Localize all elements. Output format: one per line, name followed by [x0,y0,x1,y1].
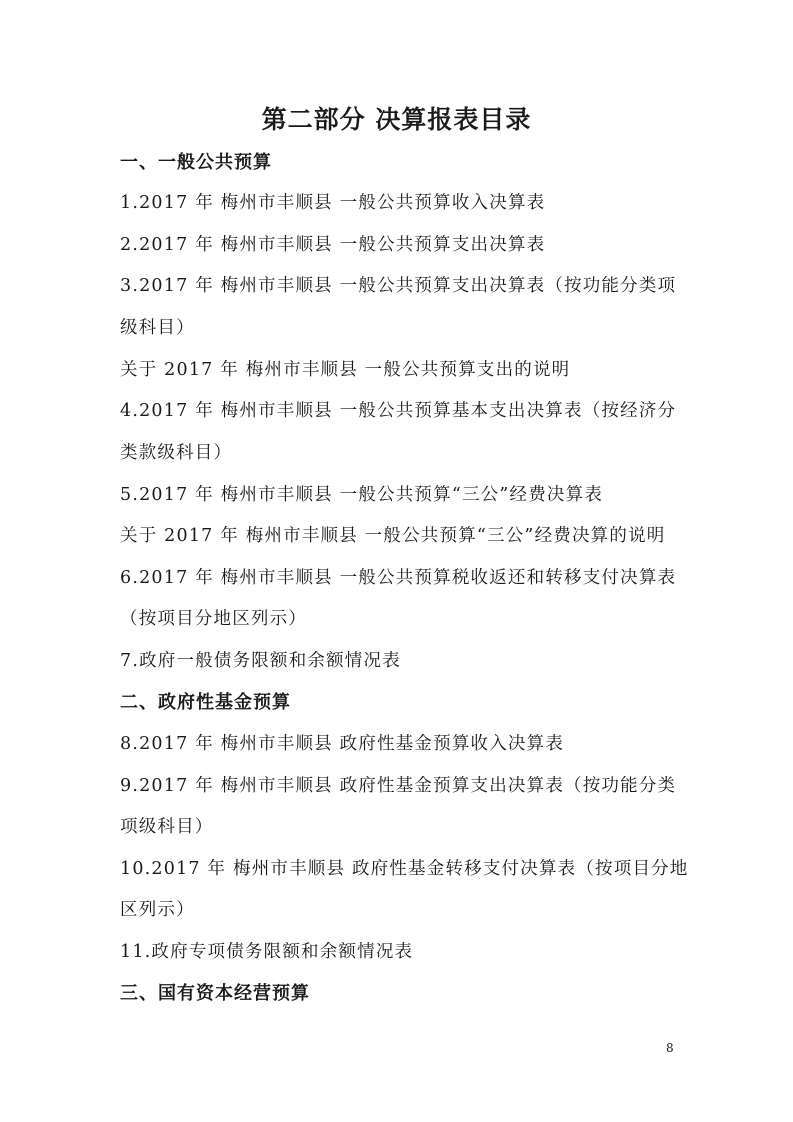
toc-line: 2.2017 年 梅州市丰顺县 一般公共预算支出决算表 [120,235,546,255]
section-heading-general-budget: 一、一般公共预算 [120,152,272,173]
toc-line: 9.2017 年 梅州市丰顺县 政府性基金预算支出决算表（按功能分类 [120,776,677,796]
toc-line: 1.2017 年 梅州市丰顺县 一般公共预算收入决算表 [120,193,546,213]
toc-line: 级科目） [120,318,195,338]
page-title: 第二部分 决算报表目录 [261,105,532,134]
toc-line: 关于 2017 年 梅州市丰顺县 一般公共预算“三公”经费决算的说明 [120,526,666,546]
toc-line: 4.2017 年 梅州市丰顺县 一般公共预算基本支出决算表（按经济分 [120,401,677,421]
page-number: 8 [666,1041,674,1055]
toc-line: 10.2017 年 梅州市丰顺县 政府性基金转移支付决算表（按项目分地 [120,859,689,879]
toc-line: 6.2017 年 梅州市丰顺县 一般公共预算税收返还和转移支付决算表 [120,568,677,588]
toc-line: 3.2017 年 梅州市丰顺县 一般公共预算支出决算表（按功能分类项 [120,276,677,296]
toc-line: 类款级科目） [120,443,233,463]
toc-line: 5.2017 年 梅州市丰顺县 一般公共预算“三公”经费决算表 [120,485,604,505]
toc-line: 关于 2017 年 梅州市丰顺县 一般公共预算支出的说明 [120,360,571,380]
toc-line: 11.政府专项债务限额和余额情况表 [120,942,414,962]
section-heading-fund-budget: 二、政府性基金预算 [120,692,291,713]
toc-line: 7.政府一般债务限额和余额情况表 [120,651,401,671]
toc-line: 项级科目） [120,817,214,837]
toc-line: 8.2017 年 梅州市丰顺县 政府性基金预算收入决算表 [120,734,565,754]
toc-line: 区列示） [120,900,195,920]
section-heading-state-capital-budget: 三、国有资本经营预算 [120,983,310,1004]
toc-line: （按项目分地区列示） [120,609,307,629]
